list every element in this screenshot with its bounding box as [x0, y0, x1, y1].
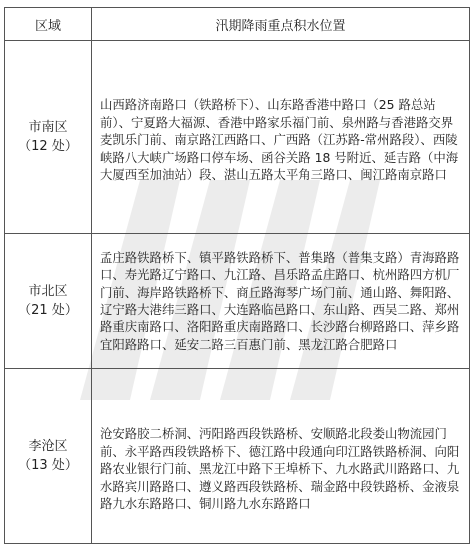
- district-name: 李沧区: [28, 439, 68, 454]
- header-district: 区域: [5, 8, 92, 41]
- district-name: 市北区: [28, 284, 68, 299]
- district-count: （13 处）: [18, 458, 78, 473]
- header-locations: 汛期降雨重点积水位置: [92, 8, 470, 41]
- table-row: [5, 369, 470, 544]
- district-count: （21 处）: [18, 303, 78, 318]
- table-row: [5, 41, 470, 234]
- district-cell: [5, 369, 92, 544]
- district-cell: [5, 41, 92, 234]
- district-name: 市南区: [28, 120, 68, 135]
- flood-locations-table: [4, 7, 470, 544]
- locations-cell: 沧安路胶二桥洞、沔阳路西段铁路桥、安顺路北段娄山物流园门前、永平路西段铁路桥下、德江路中段通向印江路铁路桥洞、向阳路农业银行门前、黑龙江中路下王埠桥下、九水路武川路路口、九水路宾川路路口、遵义路西段铁路桥、瑞金路中段铁路桥、金液泉路九水东路路口、铜川路九水东路路口: [92, 369, 470, 544]
- table-header-row: [5, 8, 470, 41]
- district-count: （12 处）: [18, 139, 78, 154]
- locations-cell: 孟庄路铁路桥下、镇平路铁路桥下、普集路（普集支路）青海路路口、寿光路辽宁路口、九江路、昌乐路孟庄路口、杭州路四方机厂门前、海岸路铁路桥下、商丘路海琴广场门前、通山路、舞阳路、辽宁路大港纬三路口、大连路临邑路口、东山路、西吴二路、郑州路重庆南路口、洛阳路重庆南路路口、长沙路台柳路路口、萍乡路宜阳路路口、延安二路三百惠门前、黑龙江路合肥路口: [92, 234, 470, 369]
- district-cell: [5, 234, 92, 369]
- locations-cell: 山西路济南路口（铁路桥下）、山东路香港中路口（25 路总站前）、宁夏路大福源、香港中路家乐福门前、泉州路与香港路交界麦凯乐门前、南京路江西路口、广西路（江苏路-常州路段）、西陵峡路八大峡广场路口停车场、函谷关路 18 号附近、延吉路（中海大厦西至加油站）段、湛山五路太平角三路口、闽江路南京路口: [92, 41, 470, 234]
- table-row: [5, 234, 470, 369]
